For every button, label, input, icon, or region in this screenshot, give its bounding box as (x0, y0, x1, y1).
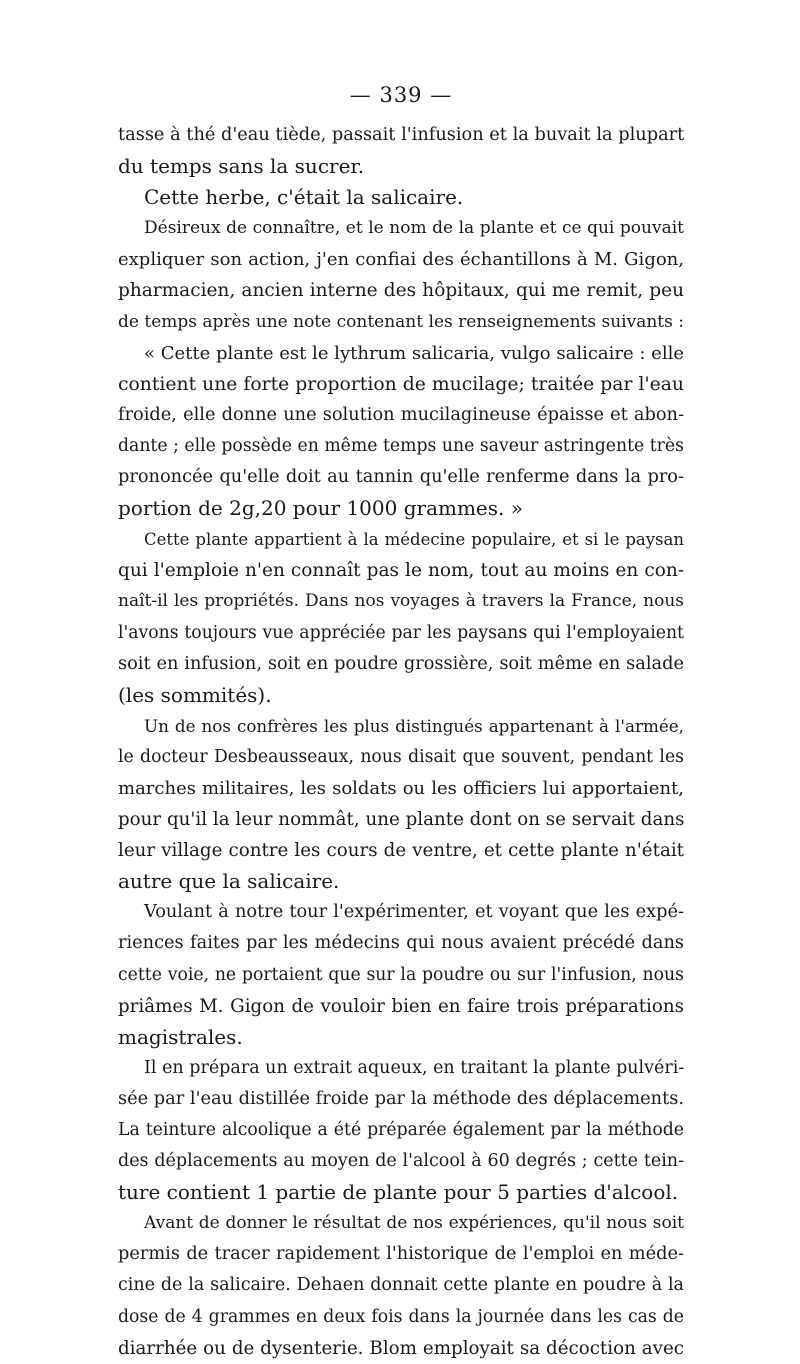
text-line: pour qu'il la leur nommât, une plante dont on se servait dans (118, 809, 685, 831)
text-line: dante ; elle possède en même temps une saveur astringente très (118, 435, 684, 456)
text-line: l'avons toujours vue appréciée par les paysans qui l'employaient (118, 622, 684, 643)
text-line: des déplacements au moyen de l'alcool à 60 degrés ; cette tein- (118, 1151, 684, 1172)
text-line: froide, elle donne une solution mucilagineuse épaisse et abon- (118, 404, 684, 425)
text-line: Il en prépara un extrait aqueux, en traitant la plante pulvéri- (144, 1057, 685, 1078)
text-line: La teinture alcoolique a été préparée également par la méthode (118, 1120, 684, 1140)
text-line: priâmes M. Gigon de vouloir bien en faire trois préparations (118, 995, 684, 1017)
text-line: cette voie, ne portaient que sur la poudre ou sur l'infusion, nous (118, 964, 684, 985)
text-line: Un de nos confrères les plus distingués appartenant à l'armée, (144, 715, 684, 736)
text-line: (les sommités). (118, 682, 272, 707)
text-line: contient une forte proportion de mucilage; traitée par l'eau (118, 373, 684, 395)
text-line: du temps sans la sucrer. (118, 154, 365, 179)
text-line: naît-il les propriétés. Dans nos voyages à travers la France, nous (118, 591, 684, 612)
text-line: leur village contre les cours de ventre, et cette plante n'était (118, 840, 684, 862)
text-line: « Cette plante est le lythrum salicaria, vulgo salicaire : elle (144, 342, 684, 364)
text-line: pharmacien, ancien interne des hôpitaux, qui me remit, peu (118, 280, 684, 302)
text-line: tasse à thé d'eau tiède, passait l'infusion et la buvait la plupart (118, 125, 685, 145)
text-line: dose de 4 grammes en deux fois dans la journée dans les cas de (118, 1306, 684, 1327)
text-line: Voulant à notre tour l'expérimenter, et voyant que les expé- (144, 902, 684, 923)
book-page (118, 80, 684, 1364)
text-line: prononcée qu'elle doit au tannin qu'elle renferme dans la pro- (118, 467, 684, 488)
text-line: qui l'emploie n'en connaît pas le nom, tout au moins en con- (118, 560, 684, 582)
text-line: soit en infusion, soit en poudre grossière, soit même en salade (118, 653, 684, 674)
text-line: riences faites par les médecins qui nous avaient précédé dans (118, 933, 684, 954)
text-line: autre que la salicaire. (118, 869, 340, 894)
text-line: expliquer son action, j'en confiai des échantillons à M. Gigon, (118, 249, 684, 271)
text-line: cine de la salicaire. Dehaen donnait cette plante en poudre à la (118, 1275, 684, 1296)
text-line: portion de 2g,20 pour 1000 grammes. » (118, 496, 523, 521)
text-line: permis de tracer rapidement l'historique de l'emploi en méde- (118, 1244, 684, 1265)
text-line: magistrales. (118, 1024, 243, 1049)
text-line: Avant de donner le résultat de nos expériences, qu'il nous soit (144, 1213, 684, 1234)
text-line: le docteur Desbeausseaux, nous disait que souvent, pendant les (118, 746, 684, 767)
text-line: diarrhée ou de dysenterie. Blom employait sa décoction avec (118, 1337, 684, 1359)
text-line: sée par l'eau distillée froide par la méthode des déplacements. (118, 1088, 684, 1109)
text-line: de temps après une note contenant les renseignements suivants : (118, 311, 684, 332)
text-line: Cette herbe, c'était la salicaire. (144, 185, 464, 210)
text-line: Désireux de connaître, et le nom de la plante et ce qui pouvait (144, 218, 684, 239)
page-number: — 339 — (349, 83, 453, 107)
text-line: Cette plante appartient à la médecine populaire, et si le paysan (144, 530, 684, 550)
body-text (118, 120, 684, 1364)
text-line: ture contient 1 partie de plante pour 5 parties d'alcool. (118, 1180, 679, 1205)
text-line: marches militaires, les soldats ou les officiers lui apportaient, (118, 777, 684, 799)
